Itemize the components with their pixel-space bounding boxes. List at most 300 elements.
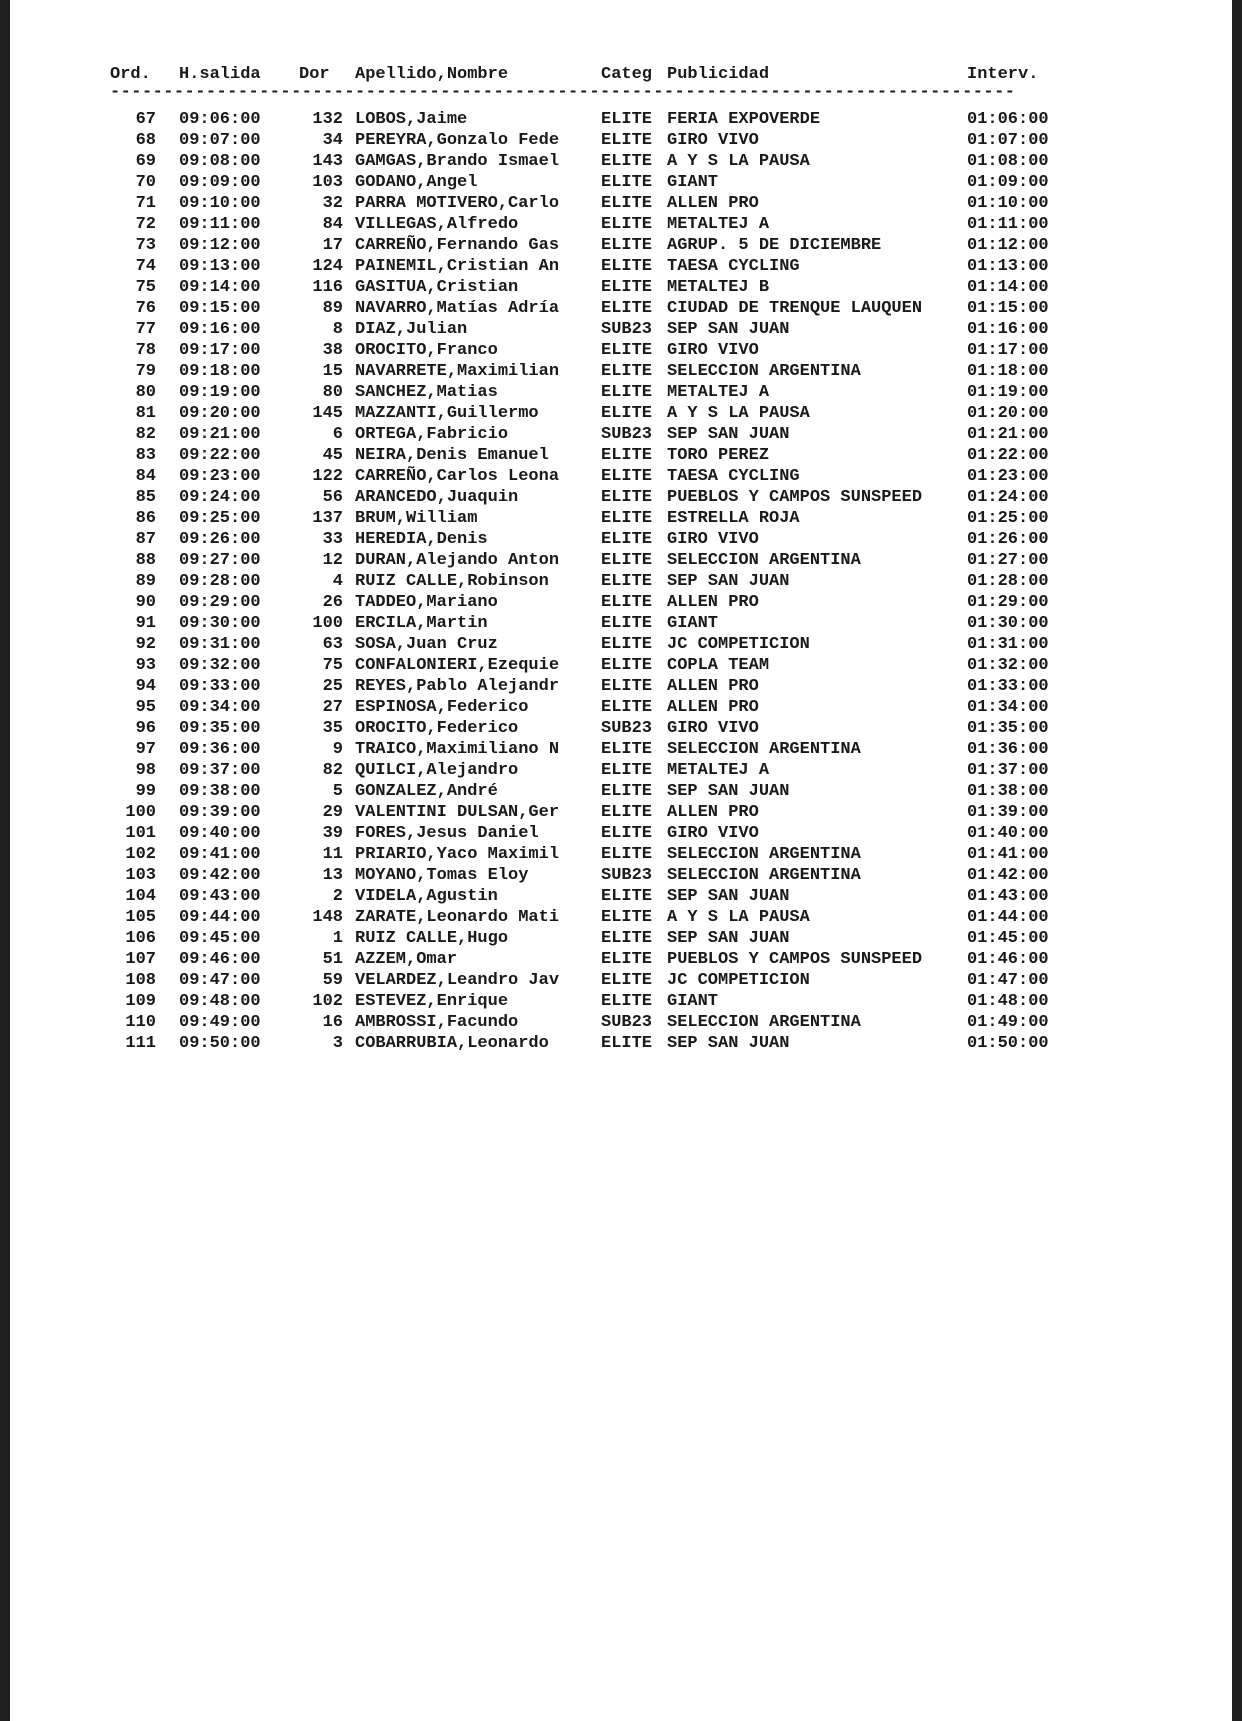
row-categ: ELITE: [601, 740, 653, 759]
row-h-salida: 09:35:00: [179, 719, 261, 738]
row-ord: 70: [135, 173, 156, 192]
row-categ: ELITE: [601, 908, 653, 927]
row-dor: 35: [322, 719, 343, 738]
row-interv: 01:41:00: [967, 845, 1049, 864]
row-interv: 01:11:00: [967, 215, 1049, 234]
row-dor: 17: [322, 236, 343, 255]
table-row: [10, 445, 1232, 466]
row-interv: 01:09:00: [967, 173, 1049, 192]
row-ord: 78: [135, 341, 156, 360]
row-ord: 101: [125, 824, 156, 843]
row-interv: 01:15:00: [967, 299, 1049, 318]
row-dor: 12: [322, 551, 343, 570]
row-categ: ELITE: [601, 488, 653, 507]
row-ord: 98: [135, 761, 156, 780]
row-categ: ELITE: [601, 677, 653, 696]
row-dor: 145: [312, 404, 343, 423]
row-categ: ELITE: [601, 593, 653, 612]
row-ord: 111: [125, 1034, 156, 1053]
row-ord: 99: [135, 782, 156, 801]
row-apellido-nombre: NEIRA,Denis Emanuel: [355, 446, 549, 465]
row-dor: 56: [322, 488, 343, 507]
row-h-salida: 09:11:00: [179, 215, 261, 234]
row-dor: 89: [322, 299, 343, 318]
row-publicidad: ALLEN PRO: [667, 698, 759, 717]
row-dor: 143: [312, 152, 343, 171]
separator-line: -------------------------------------------------------------------------------------: [110, 85, 1016, 102]
row-ord: 87: [135, 530, 156, 549]
table-row: [10, 844, 1232, 865]
row-interv: 01:24:00: [967, 488, 1049, 507]
row-apellido-nombre: VIDELA,Agustin: [355, 887, 498, 906]
row-ord: 91: [135, 614, 156, 633]
row-interv: 01:47:00: [967, 971, 1049, 990]
row-h-salida: 09:18:00: [179, 362, 261, 381]
row-dor: 5: [332, 782, 343, 801]
row-interv: 01:45:00: [967, 929, 1049, 948]
row-interv: 01:06:00: [967, 110, 1049, 129]
row-publicidad: SELECCION ARGENTINA: [667, 362, 861, 381]
row-apellido-nombre: DIAZ,Julian: [355, 320, 468, 339]
row-publicidad: SEP SAN JUAN: [667, 887, 790, 906]
table-row: [10, 760, 1232, 781]
row-publicidad: A Y S LA PAUSA: [667, 404, 810, 423]
row-h-salida: 09:45:00: [179, 929, 261, 948]
row-publicidad: SEP SAN JUAN: [667, 572, 790, 591]
row-dor: 45: [322, 446, 343, 465]
row-categ: ELITE: [601, 173, 653, 192]
row-publicidad: SEP SAN JUAN: [667, 425, 790, 444]
row-h-salida: 09:38:00: [179, 782, 261, 801]
row-h-salida: 09:17:00: [179, 341, 261, 360]
row-publicidad: METALTEJ A: [667, 215, 770, 234]
row-apellido-nombre: ERCILA,Martin: [355, 614, 488, 633]
table-row: [10, 802, 1232, 823]
table-row: [10, 865, 1232, 886]
row-publicidad: GIRO VIVO: [667, 530, 759, 549]
row-h-salida: 09:32:00: [179, 656, 261, 675]
row-apellido-nombre: CARREÑO,Fernando Gas: [355, 236, 560, 255]
row-interv: 01:50:00: [967, 1034, 1049, 1053]
row-h-salida: 09:06:00: [179, 110, 261, 129]
row-apellido-nombre: RUIZ CALLE,Hugo: [355, 929, 509, 948]
row-h-salida: 09:47:00: [179, 971, 261, 990]
row-apellido-nombre: PAINEMIL,Cristian An: [355, 257, 560, 276]
row-apellido-nombre: VALENTINI DULSAN,Ger: [355, 803, 560, 822]
row-publicidad: GIRO VIVO: [667, 341, 759, 360]
row-dor: 15: [322, 362, 343, 381]
row-interv: 01:35:00: [967, 719, 1049, 738]
row-publicidad: METALTEJ A: [667, 383, 770, 402]
row-dor: 148: [312, 908, 343, 927]
row-categ: SUB23: [601, 719, 653, 738]
row-apellido-nombre: QUILCI,Alejandro: [355, 761, 519, 780]
row-h-salida: 09:16:00: [179, 320, 261, 339]
row-ord: 96: [135, 719, 156, 738]
row-interv: 01:18:00: [967, 362, 1049, 381]
row-ord: 79: [135, 362, 156, 381]
table-row: [10, 613, 1232, 634]
row-interv: 01:13:00: [967, 257, 1049, 276]
row-dor: 32: [322, 194, 343, 213]
row-publicidad: FERIA EXPOVERDE: [667, 110, 821, 129]
row-interv: 01:44:00: [967, 908, 1049, 927]
row-interv: 01:38:00: [967, 782, 1049, 801]
row-interv: 01:34:00: [967, 698, 1049, 717]
row-categ: ELITE: [601, 257, 653, 276]
row-publicidad: AGRUP. 5 DE DICIEMBRE: [667, 236, 882, 255]
row-categ: ELITE: [601, 1034, 653, 1053]
row-h-salida: 09:08:00: [179, 152, 261, 171]
row-apellido-nombre: GONZALEZ,André: [355, 782, 498, 801]
row-apellido-nombre: OROCITO,Franco: [355, 341, 498, 360]
row-interv: 01:21:00: [967, 425, 1049, 444]
row-apellido-nombre: DURAN,Alejando Anton: [355, 551, 560, 570]
row-dor: 59: [322, 971, 343, 990]
row-apellido-nombre: FORES,Jesus Daniel: [355, 824, 539, 843]
row-apellido-nombre: ARANCEDO,Juaquin: [355, 488, 519, 507]
row-categ: ELITE: [601, 656, 653, 675]
row-interv: 01:37:00: [967, 761, 1049, 780]
row-ord: 105: [125, 908, 156, 927]
row-h-salida: 09:36:00: [179, 740, 261, 759]
row-h-salida: 09:13:00: [179, 257, 261, 276]
row-apellido-nombre: GODANO,Angel: [355, 173, 478, 192]
row-ord: 84: [135, 467, 156, 486]
row-dor: 122: [312, 467, 343, 486]
table-row: [10, 214, 1232, 235]
row-ord: 97: [135, 740, 156, 759]
row-publicidad: SELECCION ARGENTINA: [667, 845, 861, 864]
table-row: [10, 424, 1232, 445]
row-publicidad: GIANT: [667, 992, 719, 1011]
row-categ: ELITE: [601, 845, 653, 864]
row-dor: 137: [312, 509, 343, 528]
row-interv: 01:16:00: [967, 320, 1049, 339]
row-publicidad: SEP SAN JUAN: [667, 782, 790, 801]
row-publicidad: CIUDAD DE TRENQUE LAUQUEN: [667, 299, 923, 318]
row-h-salida: 09:12:00: [179, 236, 261, 255]
row-ord: 108: [125, 971, 156, 990]
row-apellido-nombre: ESTEVEZ,Enrique: [355, 992, 509, 1011]
table-row: [10, 193, 1232, 214]
row-dor: 75: [322, 656, 343, 675]
start-list-table: [10, 64, 1232, 1054]
row-categ: ELITE: [601, 572, 653, 591]
row-publicidad: GIANT: [667, 614, 719, 633]
row-categ: ELITE: [601, 467, 653, 486]
row-categ: ELITE: [601, 341, 653, 360]
row-apellido-nombre: CONFALONIERI,Ezequie: [355, 656, 560, 675]
row-categ: ELITE: [601, 152, 653, 171]
row-interv: 01:39:00: [967, 803, 1049, 822]
table-row: [10, 172, 1232, 193]
table-row: [10, 256, 1232, 277]
row-ord: 93: [135, 656, 156, 675]
row-apellido-nombre: VILLEGAS,Alfredo: [355, 215, 519, 234]
row-dor: 16: [322, 1013, 343, 1032]
table-row: [10, 571, 1232, 592]
row-ord: 85: [135, 488, 156, 507]
table-row: [10, 298, 1232, 319]
row-interv: 01:23:00: [967, 467, 1049, 486]
row-categ: ELITE: [601, 803, 653, 822]
row-categ: ELITE: [601, 992, 653, 1011]
table-row: [10, 928, 1232, 949]
row-publicidad: GIRO VIVO: [667, 719, 759, 738]
row-apellido-nombre: MOYANO,Tomas Eloy: [355, 866, 529, 885]
table-header-row: [10, 64, 1232, 85]
row-publicidad: JC COMPETICION: [667, 635, 810, 654]
row-interv: 01:42:00: [967, 866, 1049, 885]
row-publicidad: COPLA TEAM: [667, 656, 770, 675]
row-categ: ELITE: [601, 635, 653, 654]
row-ord: 69: [135, 152, 156, 171]
row-dor: 11: [322, 845, 343, 864]
table-row: [10, 382, 1232, 403]
row-interv: 01:27:00: [967, 551, 1049, 570]
row-apellido-nombre: LOBOS,Jaime: [355, 110, 468, 129]
row-interv: 01:20:00: [967, 404, 1049, 423]
row-dor: 51: [322, 950, 343, 969]
row-categ: ELITE: [601, 530, 653, 549]
row-categ: ELITE: [601, 698, 653, 717]
row-apellido-nombre: ESPINOSA,Federico: [355, 698, 529, 717]
row-h-salida: 09:25:00: [179, 509, 261, 528]
row-categ: ELITE: [601, 194, 653, 213]
row-h-salida: 09:21:00: [179, 425, 261, 444]
table-row: [10, 529, 1232, 550]
row-apellido-nombre: COBARRUBIA,Leonardo: [355, 1034, 549, 1053]
row-publicidad: GIRO VIVO: [667, 131, 759, 150]
row-apellido-nombre: ZARATE,Leonardo Mati: [355, 908, 560, 927]
row-ord: 94: [135, 677, 156, 696]
row-apellido-nombre: HEREDIA,Denis: [355, 530, 488, 549]
row-h-salida: 09:46:00: [179, 950, 261, 969]
row-interv: 01:33:00: [967, 677, 1049, 696]
row-h-salida: 09:42:00: [179, 866, 261, 885]
row-apellido-nombre: NAVARRETE,Maximilian: [355, 362, 560, 381]
row-categ: ELITE: [601, 278, 653, 297]
row-ord: 81: [135, 404, 156, 423]
row-categ: ELITE: [601, 446, 653, 465]
row-h-salida: 09:26:00: [179, 530, 261, 549]
row-apellido-nombre: SOSA,Juan Cruz: [355, 635, 498, 654]
row-interv: 01:25:00: [967, 509, 1049, 528]
row-interv: 01:10:00: [967, 194, 1049, 213]
header-categ: Categ: [601, 65, 653, 84]
header-publicidad: Publicidad: [667, 65, 770, 84]
row-apellido-nombre: TADDEO,Mariano: [355, 593, 498, 612]
row-apellido-nombre: MAZZANTI,Guillermo: [355, 404, 539, 423]
table-row: [10, 277, 1232, 298]
row-h-salida: 09:33:00: [179, 677, 261, 696]
row-interv: 01:07:00: [967, 131, 1049, 150]
row-interv: 01:08:00: [967, 152, 1049, 171]
row-ord: 80: [135, 383, 156, 402]
row-publicidad: SEP SAN JUAN: [667, 320, 790, 339]
row-ord: 74: [135, 257, 156, 276]
row-publicidad: TAESA CYCLING: [667, 257, 800, 276]
row-apellido-nombre: CARREÑO,Carlos Leona: [355, 467, 560, 486]
row-h-salida: 09:07:00: [179, 131, 261, 150]
header-separator: [10, 85, 1232, 109]
row-ord: 77: [135, 320, 156, 339]
row-h-salida: 09:28:00: [179, 572, 261, 591]
table-row: [10, 1033, 1232, 1054]
row-h-salida: 09:29:00: [179, 593, 261, 612]
row-h-salida: 09:14:00: [179, 278, 261, 297]
row-publicidad: ALLEN PRO: [667, 194, 759, 213]
row-h-salida: 09:27:00: [179, 551, 261, 570]
row-h-salida: 09:19:00: [179, 383, 261, 402]
row-h-salida: 09:15:00: [179, 299, 261, 318]
row-h-salida: 09:22:00: [179, 446, 261, 465]
row-categ: ELITE: [601, 551, 653, 570]
row-interv: 01:26:00: [967, 530, 1049, 549]
row-interv: 01:14:00: [967, 278, 1049, 297]
row-ord: 107: [125, 950, 156, 969]
row-apellido-nombre: GASITUA,Cristian: [355, 278, 519, 297]
row-dor: 84: [322, 215, 343, 234]
row-h-salida: 09:31:00: [179, 635, 261, 654]
row-categ: ELITE: [601, 404, 653, 423]
table-row: [10, 970, 1232, 991]
row-h-salida: 09:43:00: [179, 887, 261, 906]
table-row: [10, 130, 1232, 151]
table-row: [10, 676, 1232, 697]
row-dor: 38: [322, 341, 343, 360]
row-interv: 01:17:00: [967, 341, 1049, 360]
row-apellido-nombre: BRUM,William: [355, 509, 478, 528]
row-ord: 100: [125, 803, 156, 822]
table-row: [10, 634, 1232, 655]
row-categ: ELITE: [601, 299, 653, 318]
row-dor: 6: [332, 425, 343, 444]
row-dor: 103: [312, 173, 343, 192]
row-publicidad: SELECCION ARGENTINA: [667, 740, 861, 759]
row-dor: 124: [312, 257, 343, 276]
header-interv: Interv.: [967, 65, 1039, 84]
row-categ: ELITE: [601, 782, 653, 801]
row-ord: 106: [125, 929, 156, 948]
table-row: [10, 655, 1232, 676]
row-h-salida: 09:48:00: [179, 992, 261, 1011]
row-interv: 01:31:00: [967, 635, 1049, 654]
row-h-salida: 09:50:00: [179, 1034, 261, 1053]
row-dor: 63: [322, 635, 343, 654]
row-apellido-nombre: TRAICO,Maximiliano N: [355, 740, 560, 759]
row-dor: 9: [332, 740, 343, 759]
row-ord: 82: [135, 425, 156, 444]
row-ord: 103: [125, 866, 156, 885]
table-row: [10, 403, 1232, 424]
row-interv: 01:19:00: [967, 383, 1049, 402]
row-interv: 01:49:00: [967, 1013, 1049, 1032]
row-h-salida: 09:34:00: [179, 698, 261, 717]
table-body: [10, 109, 1232, 1054]
row-h-salida: 09:20:00: [179, 404, 261, 423]
row-h-salida: 09:40:00: [179, 824, 261, 843]
row-h-salida: 09:24:00: [179, 488, 261, 507]
row-categ: ELITE: [601, 215, 653, 234]
row-h-salida: 09:09:00: [179, 173, 261, 192]
header-h-salida: H.salida: [179, 65, 261, 84]
row-h-salida: 09:49:00: [179, 1013, 261, 1032]
row-interv: 01:29:00: [967, 593, 1049, 612]
header-ord: Ord.: [110, 65, 151, 84]
row-publicidad: ALLEN PRO: [667, 803, 759, 822]
row-categ: ELITE: [601, 761, 653, 780]
row-ord: 68: [135, 131, 156, 150]
row-interv: 01:22:00: [967, 446, 1049, 465]
row-h-salida: 09:30:00: [179, 614, 261, 633]
row-categ: ELITE: [601, 824, 653, 843]
row-ord: 104: [125, 887, 156, 906]
row-publicidad: A Y S LA PAUSA: [667, 152, 810, 171]
row-dor: 8: [332, 320, 343, 339]
row-dor: 13: [322, 866, 343, 885]
table-row: [10, 697, 1232, 718]
row-h-salida: 09:37:00: [179, 761, 261, 780]
row-publicidad: PUEBLOS Y CAMPOS SUNSPEED: [667, 488, 923, 507]
row-apellido-nombre: AZZEM,Omar: [355, 950, 458, 969]
row-interv: 01:12:00: [967, 236, 1049, 255]
row-apellido-nombre: GAMGAS,Brando Ismael: [355, 152, 560, 171]
row-dor: 34: [322, 131, 343, 150]
row-ord: 110: [125, 1013, 156, 1032]
row-publicidad: ALLEN PRO: [667, 677, 759, 696]
row-dor: 100: [312, 614, 343, 633]
row-dor: 3: [332, 1034, 343, 1053]
row-categ: ELITE: [601, 929, 653, 948]
table-row: [10, 907, 1232, 928]
row-categ: ELITE: [601, 383, 653, 402]
table-row: [10, 1012, 1232, 1033]
row-interv: 01:48:00: [967, 992, 1049, 1011]
row-apellido-nombre: ORTEGA,Fabricio: [355, 425, 509, 444]
row-apellido-nombre: RUIZ CALLE,Robinson: [355, 572, 549, 591]
row-dor: 29: [322, 803, 343, 822]
row-h-salida: 09:10:00: [179, 194, 261, 213]
row-publicidad: SELECCION ARGENTINA: [667, 1013, 861, 1032]
row-apellido-nombre: VELARDEZ,Leandro Jav: [355, 971, 560, 990]
table-row: [10, 466, 1232, 487]
row-publicidad: SELECCION ARGENTINA: [667, 866, 861, 885]
row-dor: 26: [322, 593, 343, 612]
row-categ: SUB23: [601, 425, 653, 444]
row-ord: 72: [135, 215, 156, 234]
row-ord: 71: [135, 194, 156, 213]
table-row: [10, 487, 1232, 508]
row-categ: SUB23: [601, 866, 653, 885]
row-categ: SUB23: [601, 320, 653, 339]
row-categ: ELITE: [601, 236, 653, 255]
row-apellido-nombre: OROCITO,Federico: [355, 719, 519, 738]
row-categ: ELITE: [601, 887, 653, 906]
row-interv: 01:40:00: [967, 824, 1049, 843]
row-apellido-nombre: PEREYRA,Gonzalo Fede: [355, 131, 560, 150]
row-publicidad: METALTEJ B: [667, 278, 770, 297]
row-apellido-nombre: REYES,Pablo Alejandr: [355, 677, 560, 696]
table-row: [10, 550, 1232, 571]
table-row: [10, 949, 1232, 970]
row-dor: 1: [332, 929, 343, 948]
table-row: [10, 151, 1232, 172]
row-dor: 116: [312, 278, 343, 297]
row-publicidad: SELECCION ARGENTINA: [667, 551, 861, 570]
row-apellido-nombre: NAVARRO,Matías Adría: [355, 299, 560, 318]
